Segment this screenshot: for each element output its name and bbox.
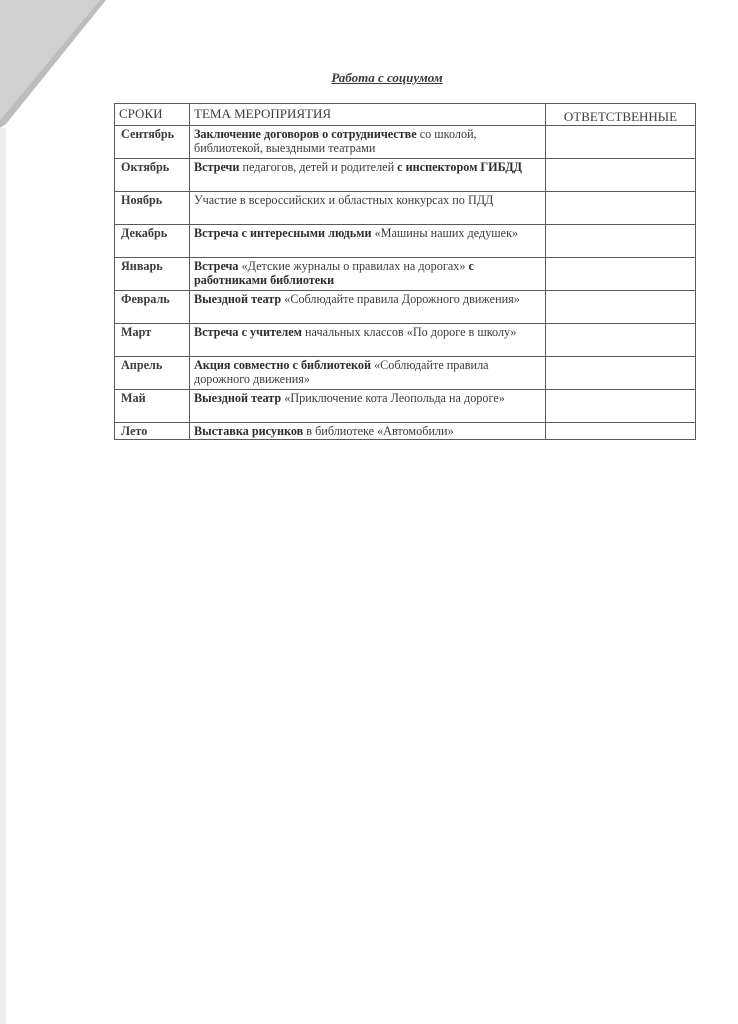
topic-bold-2: с работниками библиотеки — [194, 259, 474, 287]
row-topic — [190, 324, 546, 357]
row-responsible — [546, 225, 696, 258]
topic-text: «Детские журналы о правилах на дорогах» — [238, 259, 469, 273]
row-month: Лето — [115, 423, 190, 440]
row-responsible — [546, 357, 696, 390]
row-month: Февраль — [115, 291, 190, 324]
header-responsible: ОТВЕТСТВЕННЫЕ — [546, 104, 696, 126]
row-responsible — [546, 192, 696, 225]
topic-text: «Приключение кота Леопольда на дороге» — [281, 391, 505, 405]
row-responsible — [546, 423, 696, 440]
row-responsible — [546, 390, 696, 423]
row-responsible — [546, 324, 696, 357]
row-responsible — [546, 258, 696, 291]
row-responsible — [546, 291, 696, 324]
topic-text: «Соблюдайте правила Дорожного движения» — [281, 292, 520, 306]
row-month: Май — [115, 390, 190, 423]
table-row — [115, 159, 696, 192]
topic-bold: Выездной театр — [194, 391, 282, 405]
row-topic — [190, 390, 546, 423]
topic-bold: Встреча с учителем — [194, 325, 302, 339]
header-period: СРОКИ — [115, 104, 190, 126]
topic-text: Участие в всероссийских и областных конкурсах по ПДД — [194, 193, 494, 207]
row-month: Сентябрь — [115, 126, 190, 159]
row-topic — [190, 291, 546, 324]
table-row — [115, 225, 696, 258]
topic-bold-2: с инспектором ГИБДД — [397, 160, 523, 174]
topic-text: «Соблюдайте правила дорожного движения» — [194, 358, 489, 386]
topic-text: педагогов, детей и родителей — [239, 160, 398, 174]
table-row — [115, 423, 696, 440]
row-topic — [190, 159, 546, 192]
row-topic — [190, 225, 546, 258]
header-topic: ТЕМА МЕРОПРИЯТИЯ — [190, 104, 546, 126]
topic-bold: Заключение договоров о сотрудничестве — [194, 127, 417, 141]
topic-bold: Встреча — [194, 259, 239, 273]
row-month: Март — [115, 324, 190, 357]
topic-text: в библиотеке «Автомобили» — [303, 424, 454, 438]
topic-bold: Выставка рисунков — [194, 424, 304, 438]
row-topic — [190, 423, 546, 440]
topic-bold: Встреча с интересными людьми — [194, 226, 372, 240]
row-topic — [190, 192, 546, 225]
document-title: Работа с социумом — [331, 70, 443, 85]
topic-bold: Акция совместно с библиотекой — [194, 358, 372, 372]
table-row — [115, 357, 696, 390]
schedule-table — [114, 103, 696, 440]
row-responsible — [546, 126, 696, 159]
table-row — [115, 291, 696, 324]
topic-bold: Выездной театр — [194, 292, 282, 306]
topic-text: «Машины наших дедушек» — [371, 226, 519, 240]
row-topic — [190, 258, 546, 291]
row-responsible — [546, 159, 696, 192]
row-topic — [190, 357, 546, 390]
table-header-row — [115, 104, 696, 126]
table-row — [115, 258, 696, 291]
row-month: Январь — [115, 258, 190, 291]
table-row — [115, 192, 696, 225]
row-month: Октябрь — [115, 159, 190, 192]
topic-bold: Встречи — [194, 160, 240, 174]
table-row — [115, 324, 696, 357]
row-month: Ноябрь — [115, 192, 190, 225]
row-topic — [190, 126, 546, 159]
topic-text: со школой, библиотекой, выездными театрами — [194, 127, 477, 155]
table-row — [115, 390, 696, 423]
row-month: Апрель — [115, 357, 190, 390]
topic-text: начальных классов «По дороге в школу» — [301, 325, 517, 339]
row-month: Декабрь — [115, 225, 190, 258]
table-row — [115, 126, 696, 159]
